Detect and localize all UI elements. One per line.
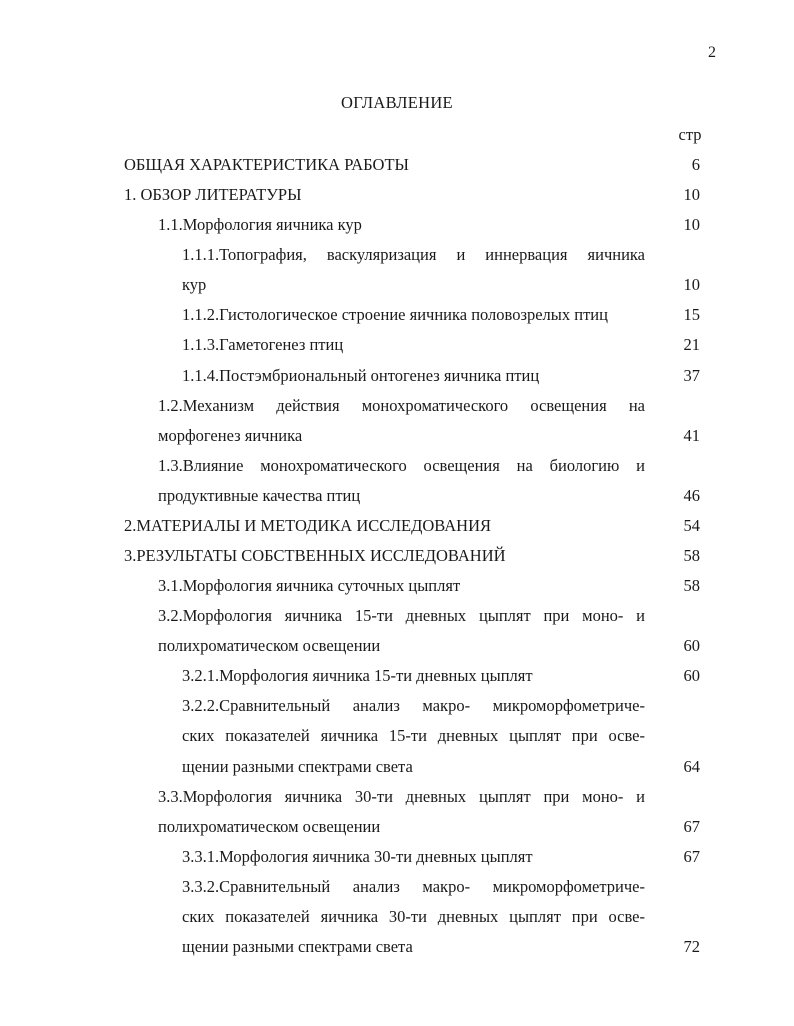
toc-entry-3-page: 58 (683, 546, 700, 565)
toc-entry-general-page: 6 (691, 155, 700, 174)
toc-entry-3-3-line2: полихроматическом освещении (158, 817, 381, 836)
toc-entry-1-1-3-page: 21 (683, 335, 700, 354)
toc-entry-1-3-line2: продуктивные качества птиц (158, 486, 361, 505)
toc-entry-3-3-2-line3: щении разными спектрами света (182, 937, 413, 956)
toc-entry-3-2-2-page: 64 (683, 757, 700, 776)
toc-entry-3-1-page: 58 (683, 576, 700, 595)
toc-title: ОГЛАВЛЕНИЕ (341, 93, 453, 112)
toc-entry-1-1-1-page: 10 (683, 275, 700, 294)
toc-entry-3-2-2-line3: щении разными спектрами света (182, 757, 413, 776)
page-column-header: стр (678, 125, 702, 144)
toc-entry-1-1-page: 10 (683, 215, 700, 234)
toc-entry-3-3-1-text: 3.3.1.Морфология яичника 30-ти дневных цыплят (182, 847, 533, 866)
toc-entry-1-text: 1. ОБЗОР ЛИТЕРАТУРЫ (124, 185, 302, 204)
toc-entry-1-3-line1: 1.3.Влияние монохроматического освещения на биологию и (158, 456, 645, 475)
toc-entry-1-1-1-line1: 1.1.1.Топография, васкуляризация и иннервация яичника (182, 245, 645, 264)
toc-entry-1-1-2-text: 1.1.2.Гистологическое строение яичника половозрелых птиц (182, 305, 608, 324)
toc-entry-3-1-text: 3.1.Морфология яичника суточных цыплят (158, 576, 461, 595)
page-number: 2 (708, 44, 716, 61)
toc-entry-1-1-3-text: 1.1.3.Гаметогенез птиц (182, 335, 344, 354)
toc-entry-3-2-1-page: 60 (683, 666, 700, 685)
toc-entry-3-3-line1: 3.3.Морфология яичника 30-ти дневных цыплят при моно- и (158, 787, 645, 806)
toc-entry-1-2-line2: морфогенез яичника (158, 426, 303, 445)
toc-entry-3-3-2-page: 72 (683, 937, 700, 956)
toc-entry-3-3-1-page: 67 (683, 847, 700, 866)
toc-entry-1-1-4-text: 1.1.4.Постэмбриональный онтогенез яичника птиц (182, 366, 540, 385)
toc-entry-1-1-4-page: 37 (683, 366, 700, 385)
toc-entry-1-1-text: 1.1.Морфология яичника кур (158, 215, 362, 234)
toc-entry-1-1-1-line2: кур (182, 275, 207, 294)
toc-entry-3-2-line2: полихроматическом освещении (158, 636, 381, 655)
toc-entry-1-page: 10 (683, 185, 700, 204)
toc-entry-3-3-2-line2: ских показателей яичника 30-ти дневных цыплят при осве- (182, 907, 645, 926)
toc-entry-3-2-2-line2: ских показателей яичника 15-ти дневных цыплят при осве- (182, 726, 645, 745)
toc-entry-2-page: 54 (683, 516, 700, 535)
toc-entry-3-2-page: 60 (683, 636, 700, 655)
toc-entry-3-3-page: 67 (683, 817, 700, 836)
toc-entry-3-2-1-text: 3.2.1.Морфология яичника 15-ти дневных цыплят (182, 666, 533, 685)
toc-entry-3-text: 3.РЕЗУЛЬТАТЫ СОБСТВЕННЫХ ИССЛЕДОВАНИЙ (124, 546, 506, 565)
toc-entry-2-text: 2.МАТЕРИАЛЫ И МЕТОДИКА ИССЛЕДОВАНИЯ (124, 516, 492, 535)
toc-entry-1-1-2-page: 15 (683, 305, 700, 324)
toc-entry-3-2-2-line1: 3.2.2.Сравнительный анализ макро- микроморфометриче- (182, 696, 645, 715)
toc-entry-general-text: ОБЩАЯ ХАРАКТЕРИСТИКА РАБОТЫ (124, 155, 409, 174)
toc-entry-1-2-page: 41 (683, 426, 700, 445)
toc-entry-3-3-2-line1: 3.3.2.Сравнительный анализ макро- микроморфометриче- (182, 877, 645, 896)
toc-entry-1-3-page: 46 (683, 486, 700, 505)
toc-entry-1-2-line1: 1.2.Механизм действия монохроматического освещения на (158, 396, 645, 415)
toc-entry-3-2-line1: 3.2.Морфология яичника 15-ти дневных цыплят при моно- и (158, 606, 645, 625)
